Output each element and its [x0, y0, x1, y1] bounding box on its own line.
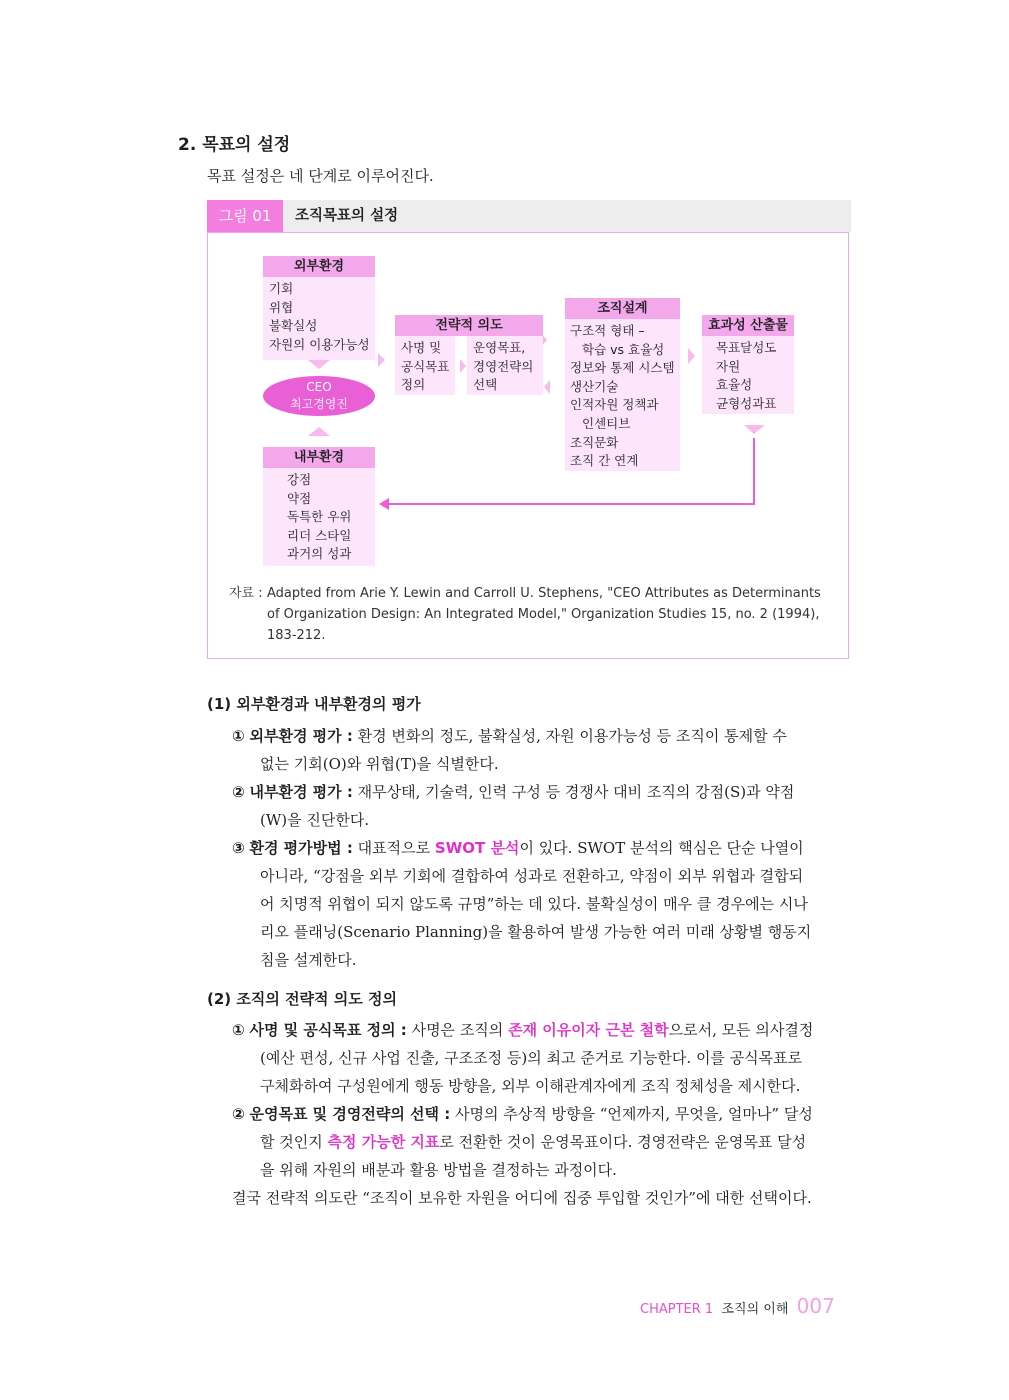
page-footer: [640, 1294, 835, 1318]
item-text: 로 전환한 것이 운영목표이다. 경영전략은 운영목표 달성: [439, 1133, 807, 1151]
external-environment-title: 외부환경: [263, 256, 375, 277]
intent-left-item: 공식목표: [401, 358, 450, 374]
arrow-down-icon: [744, 425, 765, 434]
item-text: 을 위해 자원의 배분과 활용 방법을 결정하는 과정이다.: [260, 1161, 617, 1179]
external-environment-box: [263, 256, 375, 360]
intent-right-column: [467, 336, 543, 395]
item-text: 침을 설계한다.: [260, 951, 357, 969]
item-term: 사명 및 공식목표 정의 :: [249, 1021, 407, 1039]
arrow-left-icon: [379, 498, 389, 510]
arrow-right-icon: [378, 353, 385, 367]
top-management-label: 최고경영진: [290, 397, 348, 411]
ceo-label: CEO: [306, 380, 332, 394]
design-item: 구조적 형태 –: [570, 323, 645, 338]
item-text: 없는 기회(O)와 위협(T)을 식별한다.: [260, 755, 499, 773]
internal-environment-title: 내부환경: [263, 447, 375, 468]
item-term: 내부환경 평가 :: [249, 783, 353, 801]
internal-item: 독특한 우위: [287, 509, 352, 525]
item-term: 운영목표 및 경영전략의 선택 :: [249, 1105, 451, 1123]
internal-environment-box: [263, 447, 375, 566]
item-text: 사명의 추상적 방향을 “언제까지, 무엇을, 얼마나” 달성: [455, 1105, 813, 1123]
internal-item: 약점: [287, 490, 312, 506]
figure-title: 조직목표의 설정: [295, 208, 399, 224]
intent-left-column: [395, 336, 455, 395]
output-item: 목표달성도: [716, 340, 777, 355]
design-item: 조직문화: [570, 434, 619, 450]
source-text: Adapted from Arie Y. Lewin and Carroll U. Stephens, "CEO Attributes as Determinants of Organization Design: An Integrated Model," Organization Studies 15, no. 2 (1994), 183-212.: [267, 586, 821, 643]
highlight-metric: 측정 가능한 지표: [327, 1133, 440, 1151]
highlight-swot: SWOT 분석: [434, 839, 520, 857]
item-text: (W)을 진단한다.: [260, 811, 370, 829]
intent-right-item: 운영목표,: [473, 340, 526, 355]
arrow-right-icon: [688, 348, 695, 364]
page-number: 007: [796, 1294, 835, 1318]
external-item: 기회: [269, 281, 294, 296]
intent-left-item: 정의: [401, 377, 426, 393]
output-item: 효율성: [716, 377, 753, 393]
footer-title: 조직의 이해: [721, 1302, 789, 1317]
item-number: ②: [232, 1105, 245, 1123]
design-item: 조직 간 연계: [570, 453, 639, 469]
ceo-ellipse: [263, 376, 375, 416]
section-title: 2. 목표의 설정: [178, 135, 291, 155]
arrow-down-icon: [308, 360, 330, 369]
intent-right-item: 선택: [473, 377, 498, 393]
design-item: 정보와 통제 시스템: [570, 360, 675, 376]
section-intro: 목표 설정은 네 단계로 이루어진다.: [207, 167, 434, 185]
intent-left-item: 사명 및: [401, 340, 442, 355]
item-term: 외부환경 평가 :: [249, 727, 353, 745]
arrow-up-icon: [308, 427, 330, 436]
design-item: 인적자원 정책과: [570, 397, 659, 413]
external-item: 위협: [269, 299, 294, 315]
figure-label: 그림 01: [207, 200, 283, 232]
item-text: 리오 플래닝(Scenario Planning)을 활용하여 발생 가능한 여러 미래 상황별 행동지: [260, 923, 812, 941]
effectiveness-outputs-box: [702, 315, 794, 414]
footer-chapter: CHAPTER 1: [640, 1302, 714, 1317]
item-text: 이 있다. SWOT 분석의 핵심은 단순 나열이: [519, 839, 804, 857]
item-text: 재무상태, 기술력, 인력 구성 등 경쟁사 대비 조직의 강점(S)과 약점: [357, 783, 795, 801]
internal-item: 리더 스타일: [287, 527, 352, 543]
item-text: (예산 편성, 신규 사업 진출, 구조조정 등)의 최고 준거로 기능한다. 이를 공식목표로: [260, 1049, 803, 1067]
external-item: 불확실성: [269, 318, 318, 334]
organization-design-box: [565, 298, 680, 471]
item-text: 어 치명적 위협이 되지 않도록 규명”하는 데 있다. 불확실성이 매우 클 경우에는 시나: [260, 895, 808, 913]
intent-right-item: 경영전략의: [473, 358, 534, 374]
item-text: 할 것인지: [260, 1133, 323, 1151]
highlight-philosophy: 존재 이유이자 근본 철학: [508, 1021, 669, 1039]
internal-item: 과거의 성과: [287, 546, 352, 562]
item-number: ②: [232, 783, 245, 801]
subsection-heading: (2) 조직의 전략적 의도 정의: [207, 990, 397, 1008]
item-number: ①: [232, 727, 245, 745]
list-item: [232, 722, 862, 974]
item-text: 환경 변화의 정도, 불확실성, 자원 이용가능성 등 조직이 통제할 수: [357, 727, 787, 745]
arrow-left-icon: [544, 380, 550, 394]
design-item: 생산기술: [570, 378, 619, 394]
subsection-heading: (1) 외부환경과 내부환경의 평가: [207, 695, 421, 713]
item-text: 아니라, “강점을 외부 기회에 결합하여 성과로 전환하고, 약점이 외부 위협과 결합되: [260, 867, 804, 885]
output-item: 균형성과표: [716, 395, 777, 411]
item-text: 대표적으로: [357, 839, 431, 857]
effectiveness-outputs-title: 효과성 산출물: [702, 315, 794, 336]
figure-source: [229, 583, 834, 646]
organization-design-title: 조직설계: [565, 298, 680, 319]
item-term: 환경 평가방법 :: [249, 839, 353, 857]
conclusion-text: 결국 전략적 의도란 “조직이 보유한 자원을 어디에 집중 투입할 것인가”에 대한 선택이다.: [232, 1189, 812, 1207]
output-item: 자원: [716, 358, 741, 374]
internal-item: 강점: [287, 472, 312, 487]
design-item: 인센티브: [582, 415, 631, 431]
external-item: 자원의 이용가능성: [269, 336, 370, 352]
item-text: 사명은 조직의: [411, 1021, 504, 1039]
item-number: ③: [232, 839, 245, 857]
strategic-intent-box: [395, 315, 543, 395]
source-label: 자료 :: [229, 586, 263, 601]
item-number: ①: [232, 1021, 245, 1039]
item-text: 으로서, 모든 의사결정: [668, 1021, 814, 1039]
design-item: 학습 vs 효율성: [582, 341, 665, 357]
strategic-intent-title: 전략적 의도: [395, 315, 543, 336]
item-text: 구체화하여 구성원에게 행동 방향을, 외부 이해관계자에게 조직 정체성을 제시한다.: [260, 1077, 801, 1095]
list-item: [232, 1016, 862, 1212]
